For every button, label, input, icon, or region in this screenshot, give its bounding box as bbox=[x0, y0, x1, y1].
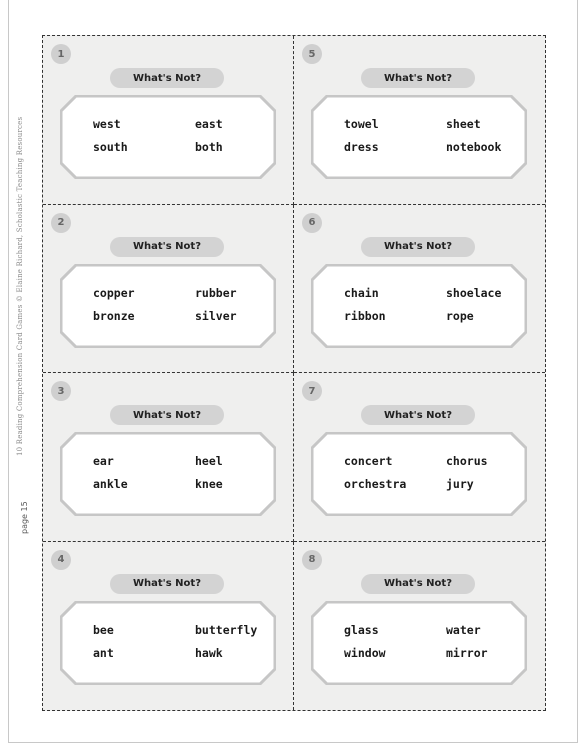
word-list bbox=[60, 264, 276, 348]
word-list bbox=[311, 601, 527, 685]
card-title: What's Not? bbox=[110, 237, 224, 257]
word: rubber bbox=[195, 285, 237, 300]
word-list bbox=[60, 432, 276, 516]
word: butterfly bbox=[195, 622, 258, 637]
word: jury bbox=[446, 477, 474, 491]
card bbox=[294, 542, 545, 711]
word: ant bbox=[93, 645, 114, 660]
copyright-credit: 10 Reading Comprehension Card Games © Elaine Richard, Scholastic Teaching Resources bbox=[16, 116, 24, 456]
word: orchestra bbox=[344, 477, 407, 491]
word: silver bbox=[195, 308, 237, 323]
word: mirror bbox=[446, 645, 488, 660]
word: ear bbox=[93, 454, 114, 468]
card-number-badge: 6 bbox=[302, 213, 322, 233]
word: water bbox=[446, 622, 481, 637]
word: window bbox=[344, 645, 386, 660]
word-list bbox=[60, 95, 276, 179]
word: chain bbox=[344, 285, 379, 300]
word: hawk bbox=[195, 645, 223, 660]
card-title: What's Not? bbox=[110, 68, 224, 88]
word: bronze bbox=[93, 308, 135, 323]
card-title: What's Not? bbox=[361, 237, 475, 257]
word: south bbox=[93, 140, 128, 154]
card-title: What's Not? bbox=[361, 574, 475, 594]
card bbox=[43, 373, 294, 542]
word: east bbox=[195, 117, 223, 131]
card-number-badge: 5 bbox=[302, 44, 322, 64]
word-list bbox=[60, 601, 276, 685]
card-title: What's Not? bbox=[361, 68, 475, 88]
word: chorus bbox=[446, 454, 488, 468]
page-number: page 15 bbox=[20, 501, 29, 534]
word: heel bbox=[195, 454, 223, 468]
card-number-badge: 2 bbox=[51, 213, 71, 233]
card-number-badge: 4 bbox=[51, 550, 71, 570]
word: dress bbox=[344, 140, 379, 154]
word: ribbon bbox=[344, 308, 386, 323]
card bbox=[294, 373, 545, 542]
card-number-badge: 1 bbox=[51, 44, 71, 64]
word: notebook bbox=[446, 140, 502, 154]
card bbox=[43, 36, 294, 205]
word: copper bbox=[93, 285, 135, 300]
word: rope bbox=[446, 308, 474, 323]
word: bee bbox=[93, 622, 114, 637]
word-list bbox=[311, 95, 527, 179]
card bbox=[294, 36, 545, 205]
word: glass bbox=[344, 622, 379, 637]
card-number-badge: 7 bbox=[302, 381, 322, 401]
word: sheet bbox=[446, 117, 481, 131]
word: knee bbox=[195, 477, 223, 491]
word: both bbox=[195, 140, 223, 154]
card-title: What's Not? bbox=[110, 405, 224, 425]
word: ankle bbox=[93, 477, 128, 491]
word-list bbox=[311, 432, 527, 516]
card-number-badge: 8 bbox=[302, 550, 322, 570]
card bbox=[43, 205, 294, 374]
word-list bbox=[311, 264, 527, 348]
card-title: What's Not? bbox=[361, 405, 475, 425]
card-sheet bbox=[42, 35, 546, 711]
word: west bbox=[93, 117, 121, 131]
card bbox=[294, 205, 545, 374]
card-title: What's Not? bbox=[110, 574, 224, 594]
word: concert bbox=[344, 454, 393, 468]
word: towel bbox=[344, 117, 379, 131]
word: shoelace bbox=[446, 285, 502, 300]
card-number-badge: 3 bbox=[51, 381, 71, 401]
card bbox=[43, 542, 294, 711]
